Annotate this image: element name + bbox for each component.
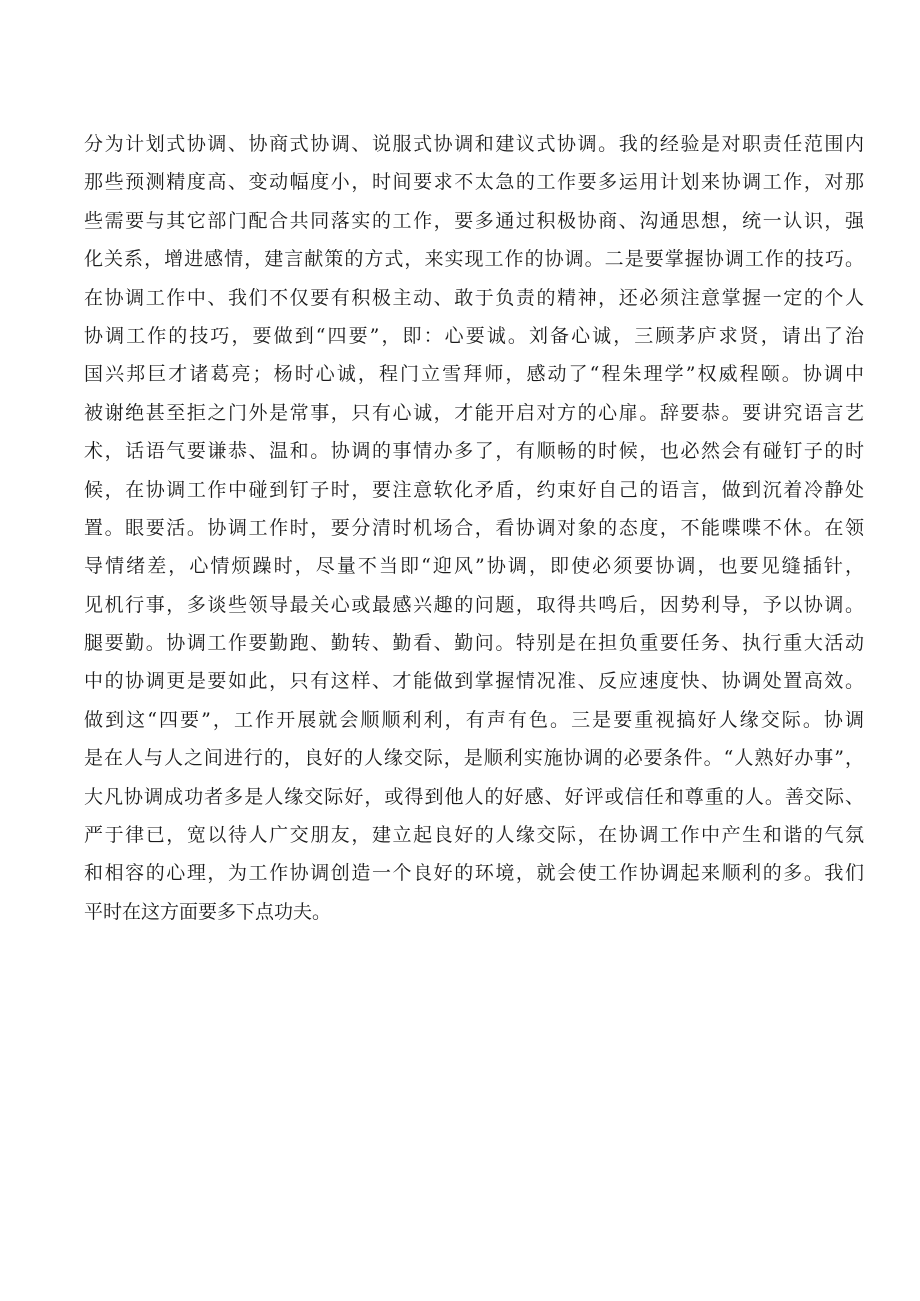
text-line: 在协调工作中、我们不仅要有积极主动、敢于负责的精神，还必须注意掌握一定的个人 — [84, 286, 864, 309]
text-line: 那些预测精度高、变动幅度小，时间要求不太急的工作要多运用计划来协调工作，对那 — [84, 171, 864, 194]
text-line: 国兴邦巨才诸葛亮；杨时心诚，程门立雪拜师，感动了“程朱理学”权威程颐。协调中 — [84, 363, 864, 386]
text-line: 导情绪差，心情烦躁时，尽量不当即“迎风”协调，即使必须要协调，也要见缝插针， — [84, 555, 864, 578]
text-line: 些需要与其它部门配合共同落实的工作，要多通过积极协商、沟通思想，统一认识，强 — [84, 209, 864, 232]
text-line: 候，在协调工作中碰到钉子时，要注意软化矛盾，约束好自己的语言，做到沉着冷静处 — [84, 478, 864, 501]
text-line: 是在人与人之间进行的，良好的人缘交际，是顺利实施协调的必要条件。“人熟好办事”， — [84, 747, 864, 770]
text-line: 术，话语气要谦恭、温和。协调的事情办多了，有顺畅的时候，也必然会有碰钉子的时 — [84, 440, 864, 463]
text-line: 腿要勤。协调工作要勤跑、勤转、勤看、勤问。特别是在担负重要任务、执行重大活动 — [84, 632, 864, 655]
text-line: 被谢绝甚至拒之门外是常事，只有心诚，才能开启对方的心扉。辞要恭。要讲究语言艺 — [84, 401, 864, 424]
text-line-last: 平时在这方面要多下点功夫。 — [84, 900, 332, 923]
text-line: 协调工作的技巧，要做到“四要”，即：心要诚。刘备心诚，三顾茅庐求贤，请出了治 — [84, 324, 864, 347]
text-line: 中的协调更是要如此，只有这样、才能做到掌握情况准、反应速度快、协调处置高效。 — [84, 670, 864, 693]
text-line: 大凡协调成功者多是人缘交际好，或得到他人的好感、好评或信任和尊重的人。善交际、 — [84, 785, 864, 808]
text-line: 做到这“四要”，工作开展就会顺顺利利，有声有色。三是要重视搞好人缘交际。协调 — [84, 708, 864, 731]
text-line: 置。眼要活。协调工作时，要分清时机场合，看协调对象的态度，不能喋喋不休。在领 — [84, 516, 864, 539]
text-line: 和相容的心理，为工作协调创造一个良好的环境，就会使工作协调起来顺利的多。我们 — [84, 862, 864, 885]
text-line: 化关系，增进感情，建言献策的方式，来实现工作的协调。二是要掌握协调工作的技巧。 — [84, 248, 864, 271]
text-line: 严于律已，宽以待人广交朋友，建立起良好的人缘交际，在协调工作中产生和谐的气氛 — [84, 824, 864, 847]
text-line: 分为计划式协调、协商式协调、说服式协调和建议式协调。我的经验是对职责任范围内 — [84, 133, 864, 155]
text-line: 见机行事，多谈些领导最关心或最感兴趣的问题，取得共鸣后，因势利导，予以协调。 — [84, 593, 864, 616]
body-paragraph — [84, 125, 864, 931]
